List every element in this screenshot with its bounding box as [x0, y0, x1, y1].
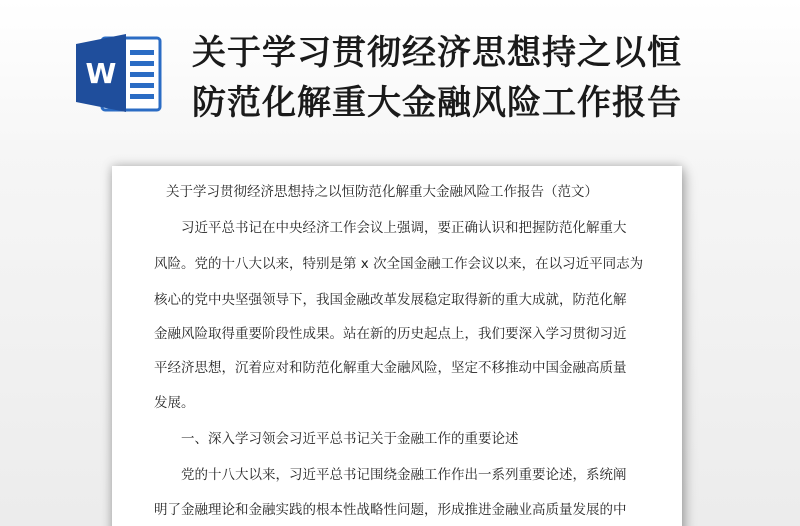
document-title: 关于学习贯彻经济思想持之以恒防范化解重大金融风险工作报告（范文） [166, 184, 598, 200]
paragraph-line: 风险。党的十八大以来，特别是第 x 次全国金融工作会议以来，在以习近平同志为 [154, 256, 644, 272]
section-heading: 一、深入学习领会习近平总书记关于金融工作的重要论述 [181, 431, 519, 447]
paragraph-line: 党的十八大以来，习近平总书记围绕金融工作作出一系列重要论述，系统阐 [181, 467, 627, 483]
title-line-2: 防范化解重大金融风险工作报告 [192, 83, 682, 123]
document-page [112, 166, 682, 526]
svg-text:W: W [85, 57, 117, 90]
paragraph-line: 发展。 [154, 395, 195, 411]
header-banner [0, 0, 800, 140]
paragraph-line: 明了金融理论和金融实践的根本性战略性问题，形成推进金融业高质量发展的中 [154, 502, 627, 518]
word-doc-icon [74, 30, 164, 116]
paragraph-line: 平经济思想，沉着应对和防范化解重大金融风险，坚定不移推动中国金融高质量 [154, 360, 627, 376]
paragraph-line: 习近平总书记在中央经济工作会议上强调，要正确认识和把握防范化解重大 [181, 220, 627, 236]
page-title [192, 28, 752, 128]
paragraph-line: 金融风险取得重要阶段性成果。站在新的历史起点上，我们要深入学习贯彻习近 [154, 326, 627, 342]
title-line-1: 关于学习贯彻经济思想持之以恒 [192, 33, 682, 73]
paragraph-line: 核心的党中央坚强领导下，我国金融改革发展稳定取得新的重大成就，防范化解 [154, 292, 627, 308]
